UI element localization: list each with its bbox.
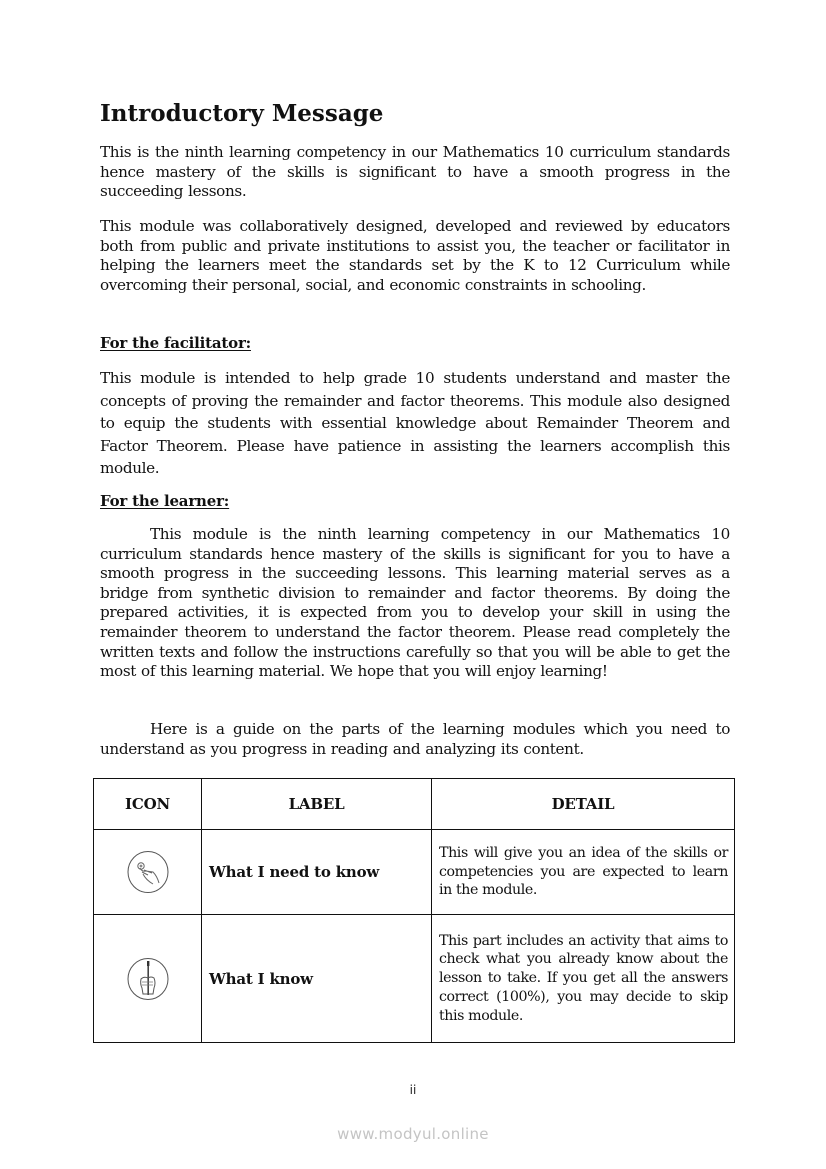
header-label: LABEL [202,779,432,830]
row-label: What I need to know [202,830,432,915]
pointing-hand-icon [126,850,170,894]
table-header-row [94,779,735,830]
intro-paragraph: This is the ninth learning competency in our Mathematics 10 curriculum standards hence mastery of the skills is significant to have a smooth progress in the succeeding lessons. [100,143,730,201]
page-number: ii [409,1083,417,1097]
header-icon: ICON [94,779,202,830]
collaboration-paragraph: This module was collaboratively designed, developed and reviewed by educators both from public and private institutions to assist you, the teacher or facilitator in helping the learners meet the standards set by the K to 12 Curriculum while overcoming their personal, social, and economic constraints in schooling. [100,217,730,294]
row-detail: This will give you an idea of the skills or competencies you are expected to learn in the module. [432,830,735,915]
learner-paragraph: This module is the ninth learning competency in our Mathematics 10 curriculum standards hence mastery of the skills is significant for you to have a smooth progress in the succeeding lessons. This learning material serves as a bridge from synthetic division to remainder and factor theorems. By doing the prepared activities, it is expected from you to develop your skill in using the remainder theorem to understand the factor theorem. Please read completely the written texts and follow the instructions carefully so that you will be able to get the most of this learning material. We hope that you will enjoy learning! [100,525,730,681]
page-title: Introductory Message [100,100,384,127]
table-row [94,915,735,1043]
table-row [94,830,735,915]
icon-cell [94,915,202,1043]
facilitator-paragraph: This module is intended to help grade 10 students understand and master the concepts of proving the remainder and factor theorems. This module also designed to equip the students with essential knowledge about Remainder Theorem and Factor Theorem. Please have patience in assisting the learners accomplish this module. [100,369,730,477]
module-parts-guide-table [93,778,735,1043]
facilitator-heading: For the facilitator: [100,334,251,352]
learner-heading: For the learner: [100,492,230,510]
hand-holding-pencil-icon [126,957,170,1001]
icon-cell [94,830,202,915]
header-detail: DETAIL [432,779,735,830]
guide-intro-paragraph: Here is a guide on the parts of the learning modules which you need to understand as you progress in reading and analyzing its content. [100,720,730,758]
row-detail: This part includes an activity that aims to check what you already know about the lesson to take. If you get all the answers correct (100%), you may decide to skip this module. [432,915,735,1043]
row-label: What I know [202,915,432,1043]
watermark: www.modyul.online [337,1125,489,1143]
